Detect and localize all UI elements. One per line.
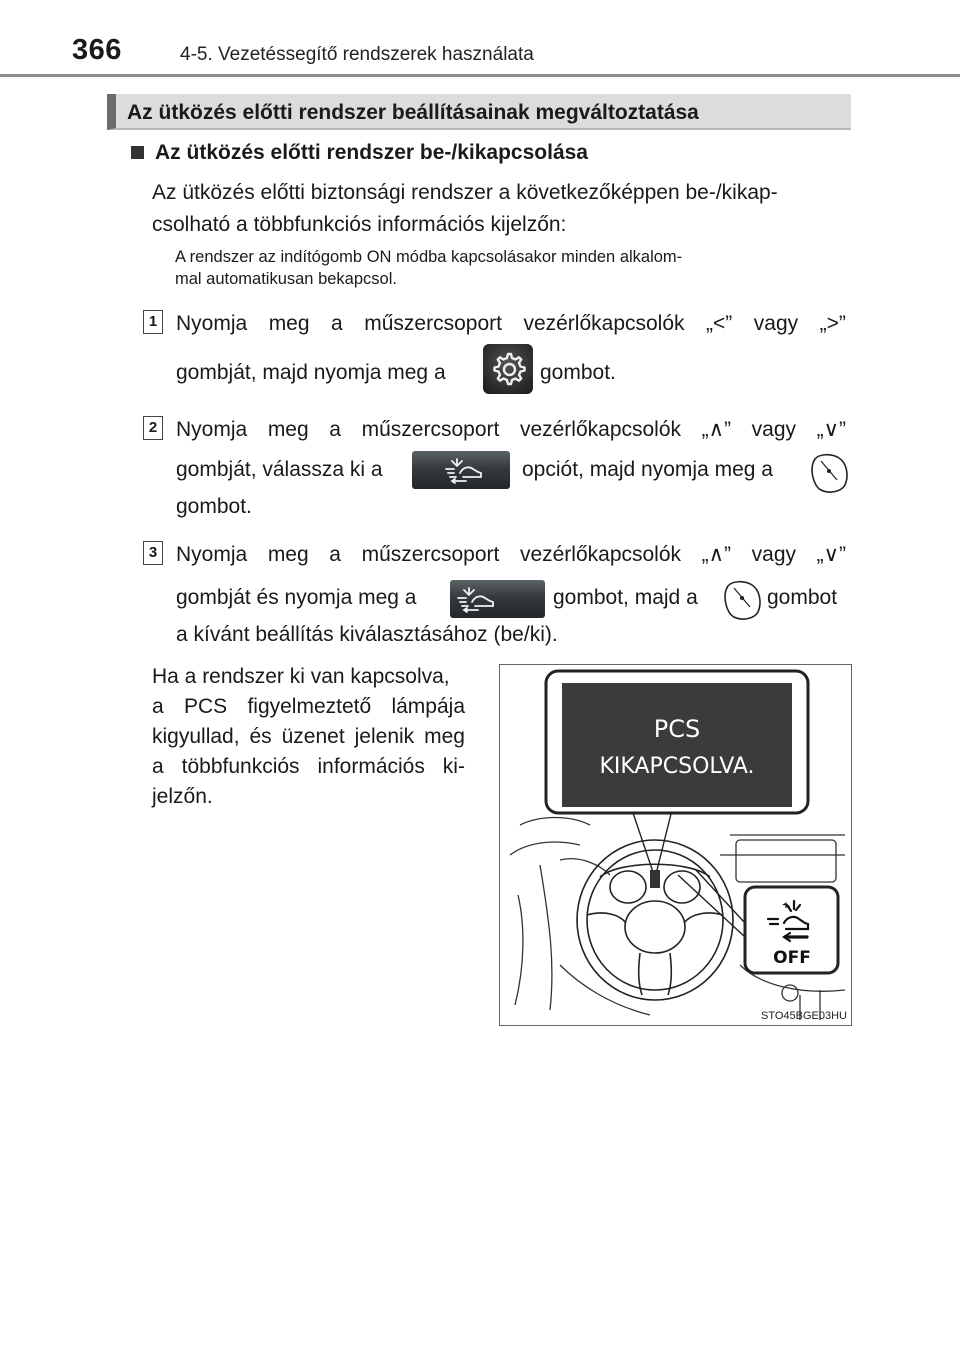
step-number-box: 3 — [143, 541, 163, 565]
display-line-1: PCS — [653, 715, 701, 743]
chapter-title: 4-5. Vezetéssegítő rendszerek használata — [180, 44, 534, 65]
step-number-box: 2 — [143, 416, 163, 440]
figure-code: STO45BGE03HU — [760, 1010, 847, 1022]
header-divider — [0, 74, 960, 77]
step-2-line-2-text: gombját, válassza ki a — [176, 458, 383, 481]
step-2-line-2-mid: opciót, majd nyomja meg a — [522, 458, 773, 481]
side-line: Ha a rendszer ki van kapcsolva, — [152, 665, 450, 688]
pcs-menu-icon — [412, 451, 510, 489]
word: műszercsoport — [364, 312, 502, 335]
word: és — [249, 725, 272, 748]
word: vagy — [753, 312, 799, 335]
page-number: 366 — [72, 34, 122, 66]
word: Nyomja — [176, 312, 248, 335]
intro-paragraph — [152, 177, 852, 241]
note-line: mal automatikusan bekapcsol. — [175, 270, 397, 288]
word: információs — [317, 755, 425, 778]
step-1-line-2-end: gombot. — [540, 361, 616, 384]
step-3-line-2-text: gombját és nyomja meg a — [176, 586, 417, 609]
side-line — [152, 692, 465, 722]
word: a — [331, 312, 343, 335]
intro-line: Az ütközés előtti biztonsági rendszer a következőképpen be-/kikap- — [152, 181, 778, 204]
word: vagy — [751, 418, 797, 441]
word: „>” — [819, 312, 846, 335]
side-line — [152, 722, 465, 752]
word: a — [329, 543, 341, 566]
intro-line: csolható a többfunkciós információs kijelzőn: — [152, 213, 567, 236]
step-3-line-1 — [176, 540, 846, 570]
word: vezérlőkapcsolók — [519, 418, 682, 441]
step-1-line-1 — [176, 309, 846, 339]
word: többfunkciós — [181, 755, 300, 778]
word: ki- — [442, 755, 465, 778]
word: meg — [267, 418, 309, 441]
word: „∨” — [816, 543, 846, 566]
step-2-line-3: gombot. — [176, 495, 252, 518]
word: a — [152, 695, 164, 718]
note-line: A rendszer az indítógomb ON módba kapcsolásakor minden alkalom- — [175, 248, 683, 266]
side-line — [152, 752, 465, 782]
word: lámpája — [391, 695, 465, 718]
step-number-box: 1 — [143, 310, 163, 334]
subsection-heading: Az ütközés előtti rendszer be-/kikapcsolása — [155, 141, 588, 164]
word: meg — [424, 725, 465, 748]
word: figyelmeztető — [247, 695, 372, 718]
word: meg — [268, 312, 310, 335]
word: a — [152, 755, 164, 778]
word: Nyomja — [176, 543, 248, 566]
word: vezérlőkapcsolók — [519, 543, 682, 566]
step-1-line-2-text: gombját, majd nyomja meg a — [176, 361, 446, 384]
step-3-line-3: a kívánt beállítás kiválasztásához (be/ki). — [176, 623, 558, 646]
enter-button-icon — [718, 577, 764, 623]
dashboard-drawing — [500, 665, 852, 1026]
word: a — [329, 418, 341, 441]
dashboard-illustration — [499, 664, 852, 1026]
word: vezérlőkapcsolók — [523, 312, 685, 335]
word: műszercsoport — [361, 418, 500, 441]
word: jelenik — [354, 725, 415, 748]
word: műszercsoport — [361, 543, 500, 566]
word: Nyomja — [176, 418, 248, 441]
section-heading: Az ütközés előtti rendszer beállításainak megváltoztatása — [127, 101, 699, 124]
switch-off-label: OFF — [773, 948, 811, 968]
pcs-menu-icon — [450, 580, 545, 618]
step-3-line-2-end: gombot — [767, 586, 838, 609]
word: kigyullad, — [152, 725, 240, 748]
word: PCS — [183, 695, 228, 718]
enter-button-icon — [805, 450, 851, 496]
side-paragraph — [152, 662, 465, 812]
word: „∧” — [701, 543, 732, 566]
side-line: jelzőn. — [152, 785, 213, 808]
settings-gear-icon — [483, 344, 533, 394]
word: meg — [267, 543, 309, 566]
step-2-line-1 — [176, 415, 846, 445]
word: „<” — [706, 312, 733, 335]
word: „∨” — [816, 418, 846, 441]
word: „∧” — [701, 418, 732, 441]
step-3-line-2-mid: gombot, majd a — [553, 586, 698, 609]
word: üzenet — [281, 725, 345, 748]
note-paragraph — [175, 246, 852, 290]
bullet-square-icon — [131, 146, 144, 159]
word: vagy — [751, 543, 797, 566]
display-line-2: KIKAPCSOLVA. — [599, 754, 755, 779]
